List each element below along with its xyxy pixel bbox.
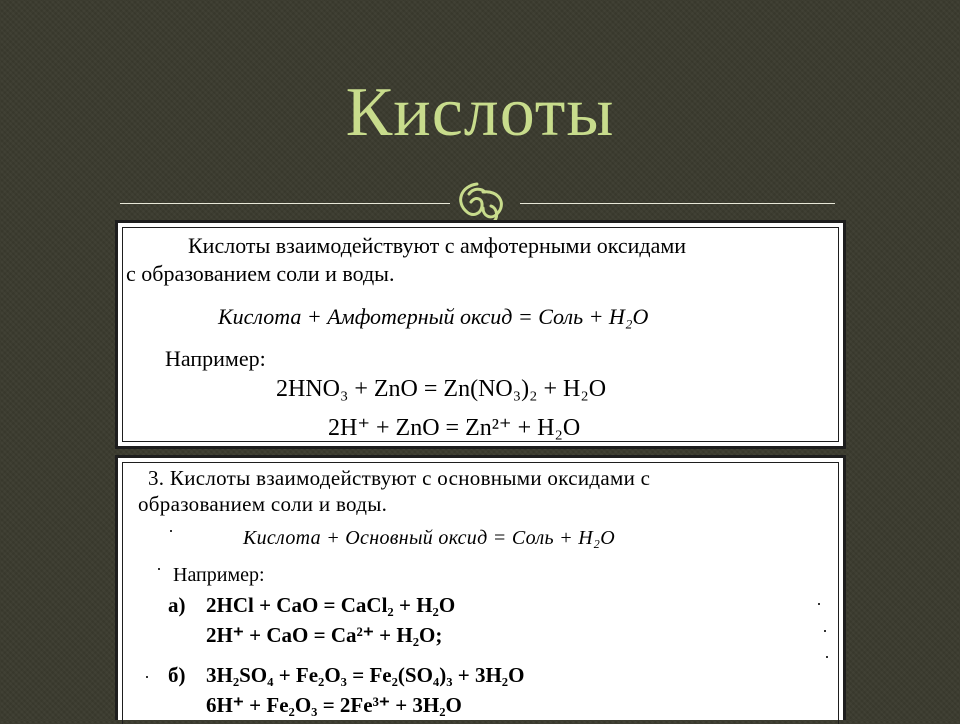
scan-speck xyxy=(826,656,828,658)
panel1-intro-line1: Кислоты взаимодействуют с амфотерными оксидами xyxy=(188,233,687,258)
panel-inner-border xyxy=(122,227,839,442)
example-a-label: а) xyxy=(168,593,186,617)
scan-speck xyxy=(824,630,826,632)
example-a-ionic-equation: 2H⁺ + CaO = Ca²⁺ + H₂O; xyxy=(206,623,443,647)
scan-speck xyxy=(818,603,820,605)
title-divider-right xyxy=(520,203,835,204)
acid-basic-oxide-panel xyxy=(115,455,846,720)
panel1-example-label: Например: xyxy=(165,346,266,371)
panel2-intro-line1: 3. Кислоты взаимодействуют с основными оксидами с xyxy=(148,466,651,490)
example-b-molecular-equation: 3H₂SO₄ + Fe₂O₃ = Fe₂(SO₄)₃ + 3H₂O xyxy=(206,663,525,687)
example-a-molecular-equation: 2HCl + CaO = CaCl₂ + H₂O xyxy=(206,593,456,617)
panel1-molecular-equation: 2HNO₃ + ZnO = Zn(NO₃)₂ + H₂O xyxy=(276,376,607,402)
panel2-general-formula: Кислота + Основный оксид = Соль + H₂O xyxy=(243,527,616,549)
title-divider-left xyxy=(120,203,450,204)
panel2-example-label: Например: xyxy=(173,564,265,586)
scan-speck xyxy=(146,676,148,678)
acid-amphoteric-oxide-panel xyxy=(115,220,846,449)
example-b-label: б) xyxy=(168,663,186,687)
panel2-intro-line2: образованием соли и воды. xyxy=(138,492,388,516)
example-b-ionic-equation: 6H⁺ + Fe₂O₃ = 2Fe³⁺ + 3H₂O xyxy=(206,693,462,717)
slide-title: Кислоты xyxy=(345,74,615,151)
decorative-swirl-icon xyxy=(447,178,517,224)
scan-speck xyxy=(158,568,160,570)
panel1-general-formula: Кислота + Амфотерный оксид = Соль + H₂O xyxy=(218,304,649,329)
panel1-ionic-equation: 2H⁺ + ZnO = Zn²⁺ + H₂O xyxy=(328,415,581,441)
scan-speck xyxy=(170,530,172,532)
panel1-intro-line2: с образованием соли и воды. xyxy=(126,261,395,286)
